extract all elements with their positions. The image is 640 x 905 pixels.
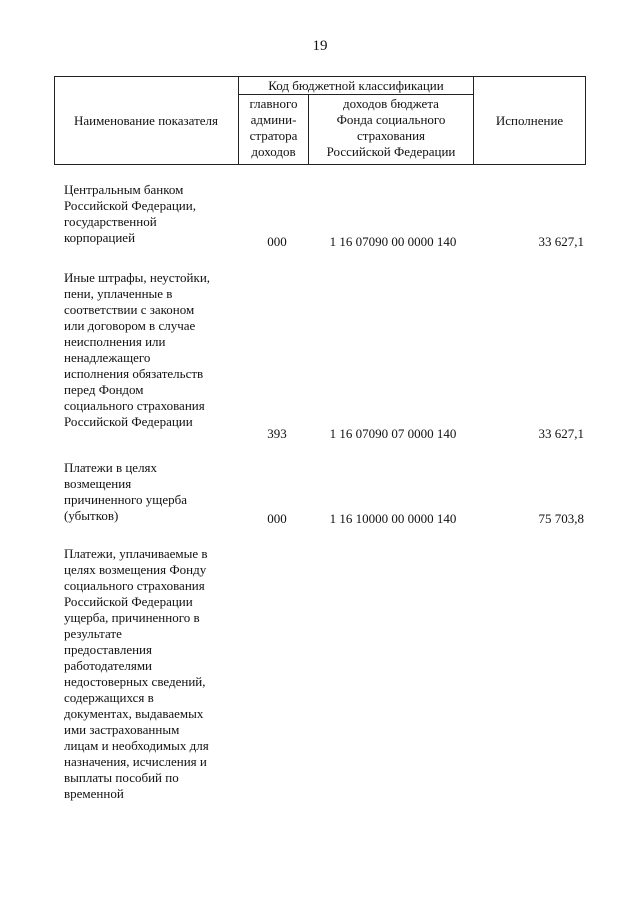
header-admin-line: доходов [251, 144, 296, 159]
header-execution: Исполнение [495, 113, 564, 128]
name-line: результате [64, 626, 122, 641]
header-admin-line: админи- [250, 112, 297, 127]
name-line: выплаты пособий по [64, 770, 179, 785]
header-revenue-line: Фонда социального [336, 112, 446, 127]
row-revenue-code: 1 16 07090 00 0000 140 [329, 234, 457, 249]
name-line: документах, выдаваемых [64, 706, 204, 721]
name-line: перед Фондом [64, 382, 144, 397]
header-left-border [54, 76, 55, 165]
name-line: возмещения [64, 476, 132, 491]
row-amount: 33 627,1 [538, 426, 584, 441]
row-admin-code: 393 [267, 426, 287, 441]
header-indicator-name: Наименование показателя [73, 113, 219, 128]
name-line: работодателями [64, 658, 152, 673]
name-line: причиненного ущерба [64, 492, 187, 507]
name-line: Платежи в целях [64, 460, 158, 475]
header-bottom-border [54, 164, 586, 165]
row-indicator-name [64, 270, 240, 430]
header-revenue-line: Российской Федерации [326, 144, 456, 159]
header-revenue-code [309, 96, 473, 160]
name-line: лицам и необходимых для [64, 738, 209, 753]
header-revenue-line: доходов бюджета [343, 96, 439, 111]
name-line: социального страхования [64, 398, 205, 413]
row-amount: 75 703,8 [538, 511, 584, 526]
name-line: исполнения обязательств [64, 366, 204, 381]
row-revenue-code: 1 16 07090 07 0000 140 [329, 426, 457, 441]
name-line: Российской Федерации, [64, 198, 196, 213]
name-line: неисполнения или [64, 334, 166, 349]
row-indicator-name [64, 546, 240, 802]
name-line: ненадлежащего [64, 350, 151, 365]
name-line: содержащихся в [64, 690, 154, 705]
header-budget-code-title: Код бюджетной классификации [268, 78, 444, 93]
name-line: Центральным банком [64, 182, 184, 197]
name-line: государственной [64, 214, 157, 229]
header-revenue-line: страхования [356, 128, 425, 143]
row-indicator-name [64, 460, 240, 524]
name-line: ими застрахованным [64, 722, 180, 737]
header-top-border [54, 76, 586, 77]
name-line: ущерба, причиненного в [64, 610, 200, 625]
header-admin-line: главного [249, 96, 298, 111]
row-amount: 33 627,1 [538, 234, 584, 249]
name-line: Российской Федерации [64, 414, 193, 429]
name-line: целях возмещения Фонду [64, 562, 207, 577]
row-admin-code: 000 [267, 234, 287, 249]
name-line: (убытков) [64, 508, 119, 523]
name-line: Платежи, уплачиваемые в [64, 546, 208, 561]
name-line: корпорацией [64, 230, 136, 245]
name-line: недостоверных сведений, [64, 674, 206, 689]
row-admin-code: 000 [267, 511, 287, 526]
row-indicator-name [64, 182, 240, 246]
page-number: 19 [312, 38, 328, 54]
name-line: временной [64, 786, 124, 801]
header-admin-code [239, 96, 308, 160]
header-right-border [585, 76, 586, 165]
name-line: социального страхования [64, 578, 205, 593]
header-admin-line: стратора [249, 128, 298, 143]
name-line: или договором в случае [64, 318, 196, 333]
name-line: назначения, исчисления и [64, 754, 207, 769]
row-revenue-code: 1 16 10000 00 0000 140 [329, 511, 457, 526]
name-line: соответствии с законом [64, 302, 195, 317]
name-line: Иные штрафы, неустойки, [64, 270, 211, 285]
name-line: Российской Федерации [64, 594, 193, 609]
header-sub-border [238, 94, 473, 95]
name-line: предоставления [64, 642, 152, 657]
name-line: пени, уплаченные в [64, 286, 173, 301]
